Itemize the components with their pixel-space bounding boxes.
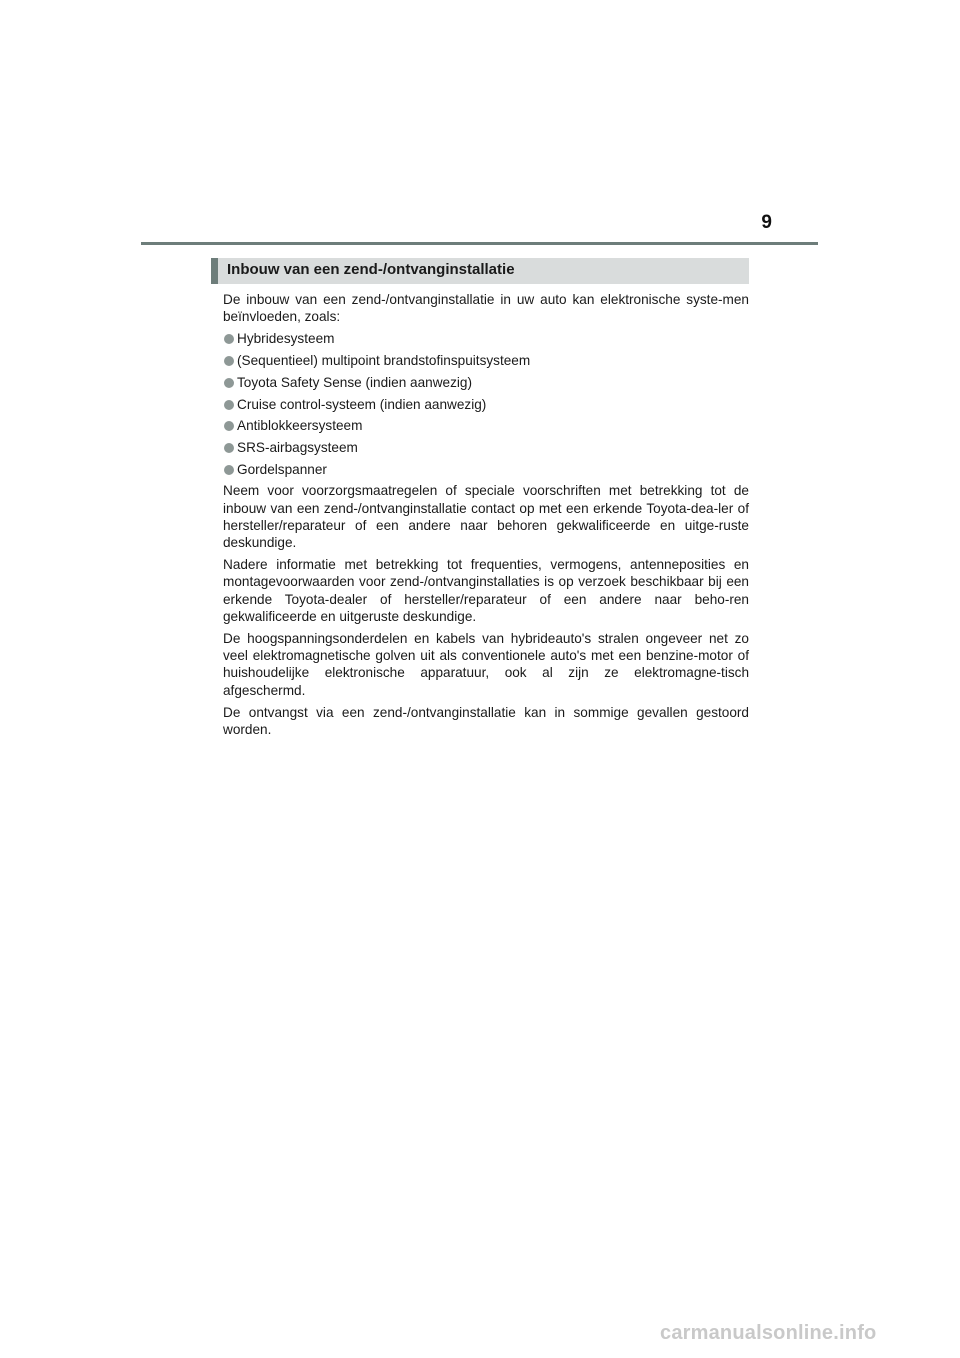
list-item-text: Antiblokkeersysteem xyxy=(237,418,363,434)
body-paragraph: Nadere informatie met betrekking tot frequenties, vermogens, antenneposities en montagevoorwaarden voor zend-/ontvanginstallaties is op verzoek beschikbaar bij een erkende Toyota-dealer of hersteller/reparateur of een andere naar beho-ren gekwalificeerde en uitgeruste deskundige. xyxy=(223,557,749,624)
body-paragraph: De ontvangst via een zend-/ontvanginstallatie kan in sommige gevallen gestoord worden. xyxy=(223,704,749,737)
body-text xyxy=(223,291,749,738)
bullet-icon xyxy=(224,334,234,344)
body-paragraph: Neem voor voorzorgsmaatregelen of speciale voorschriften met betrekking tot de inbouw van een zend-/ontvanginstallatie contact op met een erkende Toyota-dea-ler of hersteller/reparateur of een andere naar behoren gekwalificeerde en uitge-ruste deskundige. xyxy=(223,483,749,550)
bullet-icon xyxy=(224,378,234,388)
list-item-text: SRS-airbagsysteem xyxy=(237,439,358,455)
list-item xyxy=(223,439,749,456)
body-paragraph: De hoogspanningsonderdelen en kabels van hybrideauto's stralen ongeveer net zo veel elektromagnetische golven uit als conventionele auto's met een benzine-motor of huishoudelijke elektronische apparatuur, ook al zijn ze elektromagne-tisch afgeschermd. xyxy=(223,630,749,698)
system-list xyxy=(223,330,749,477)
list-item-text: (Sequentieel) multipoint brandstofinspuitsysteem xyxy=(237,353,531,369)
page-number: 9 xyxy=(761,212,772,233)
top-rule xyxy=(141,242,818,245)
page-content xyxy=(211,258,749,743)
list-item-text: Hybridesysteem xyxy=(237,331,335,347)
bullet-icon xyxy=(224,421,234,431)
list-item xyxy=(223,461,749,478)
list-item xyxy=(223,417,749,434)
bullet-icon xyxy=(224,356,234,366)
bullet-icon xyxy=(224,443,234,453)
watermark-link[interactable]: carmanualsonline.info xyxy=(660,1322,877,1344)
list-item-text: Toyota Safety Sense (indien aanwezig) xyxy=(237,374,473,390)
intro-paragraph: De inbouw van een zend-/ontvanginstallatie in uw auto kan elektronische syste-men beïnvloeden, zoals: xyxy=(223,292,749,325)
list-item xyxy=(223,396,749,413)
section-header xyxy=(211,258,749,284)
bullet-icon xyxy=(224,465,234,475)
list-item xyxy=(223,352,749,369)
list-item-text: Gordelspanner xyxy=(237,461,327,477)
list-item xyxy=(223,330,749,347)
list-item xyxy=(223,374,749,391)
section-title: Inbouw van een zend-/ontvanginstallatie xyxy=(227,261,515,278)
list-item-text: Cruise control-systeem (indien aanwezig) xyxy=(237,396,487,412)
bullet-icon xyxy=(224,400,234,410)
